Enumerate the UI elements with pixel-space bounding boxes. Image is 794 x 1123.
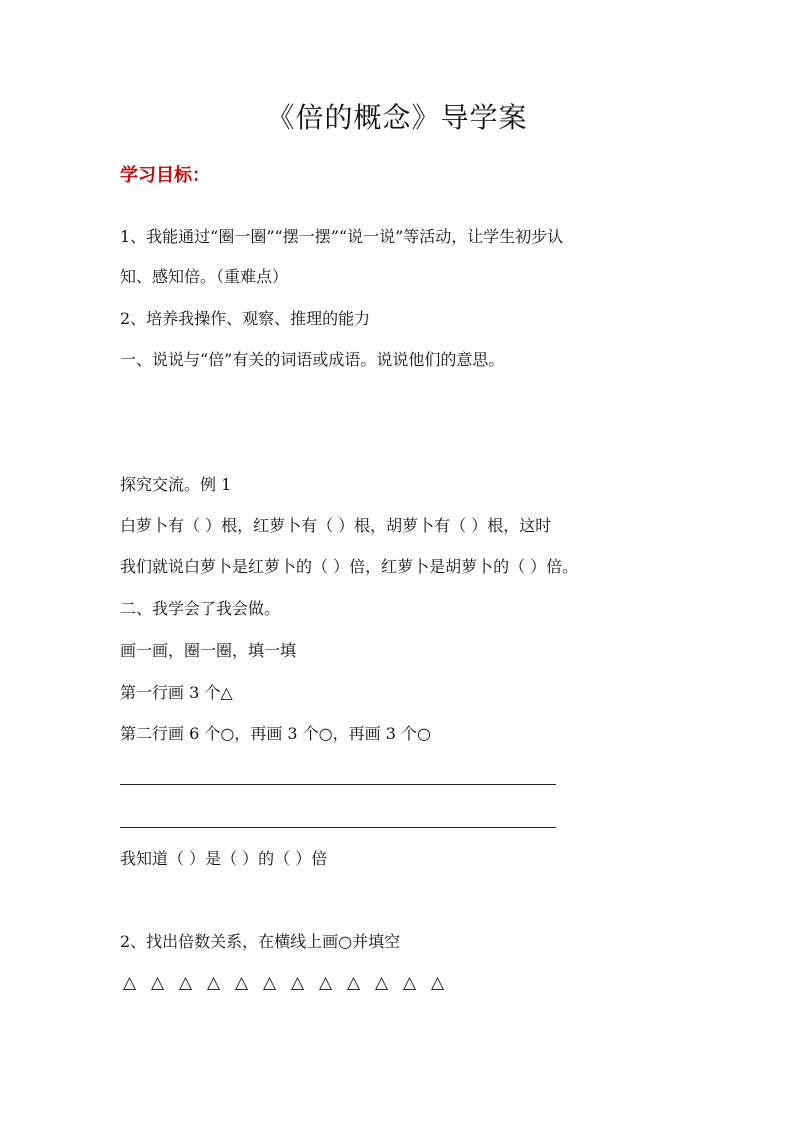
draw-row-1-instruction: 第一行画 3 个△ [120, 683, 233, 702]
draw-row-2-instruction: 第二行画 6 个○，再画 3 个○，再画 3 个○ [120, 724, 431, 743]
answer-line-1[interactable] [120, 784, 556, 785]
section-2-item-2: 2、找出倍数关系，在横线上画○并填空 [120, 932, 401, 951]
triangle-row [120, 971, 447, 995]
section-2-heading: 二、我学会了我会做。 [120, 599, 281, 618]
section-2-task: 画一画，圈一圈，填一填 [120, 641, 297, 660]
triangle-shape: △ [178, 973, 193, 993]
section-1-prompt: 一、说说与“倍”有关的词语或成语。说说他们的意思。 [120, 350, 505, 369]
answer-line-2[interactable] [120, 827, 556, 828]
triangle-shape: △ [318, 973, 333, 993]
objective-1-line-2: 知、感知倍。（重难点） [120, 267, 289, 286]
triangle-shape: △ [430, 973, 445, 993]
objective-2: 2、培养我操作、观察、推理的能力 [120, 309, 371, 328]
triangle-shape: △ [262, 973, 277, 993]
triangle-shape: △ [290, 973, 305, 993]
triangle-shape: △ [374, 973, 389, 993]
know-statement: 我知道（ ）是（ ）的（ ）倍 [120, 849, 328, 868]
triangle-shape: △ [402, 973, 417, 993]
triangle-shape: △ [346, 973, 361, 993]
triangle-shape: △ [206, 973, 221, 993]
objective-1-line-1: 1、我能通过“圈一圈”“摆一摆”“说一说”等活动，让学生初步认 [120, 227, 564, 246]
triangle-shape: △ [234, 973, 249, 993]
objectives-heading: 学习目标： [120, 165, 210, 186]
explore-line-1: 白萝卜有（ ）根，红萝卜有（ ）根，胡萝卜有（ ）根，这时 [120, 516, 552, 535]
explore-line-2: 我们就说白萝卜是红萝卜的（ ）倍，红萝卜是胡萝卜的（ ）倍。 [120, 557, 579, 576]
triangle-shape: △ [150, 973, 165, 993]
page-title: 《倍的概念》导学案 [266, 101, 528, 134]
triangle-shape: △ [122, 973, 137, 993]
explore-heading: 探究交流。例 1 [120, 475, 232, 494]
